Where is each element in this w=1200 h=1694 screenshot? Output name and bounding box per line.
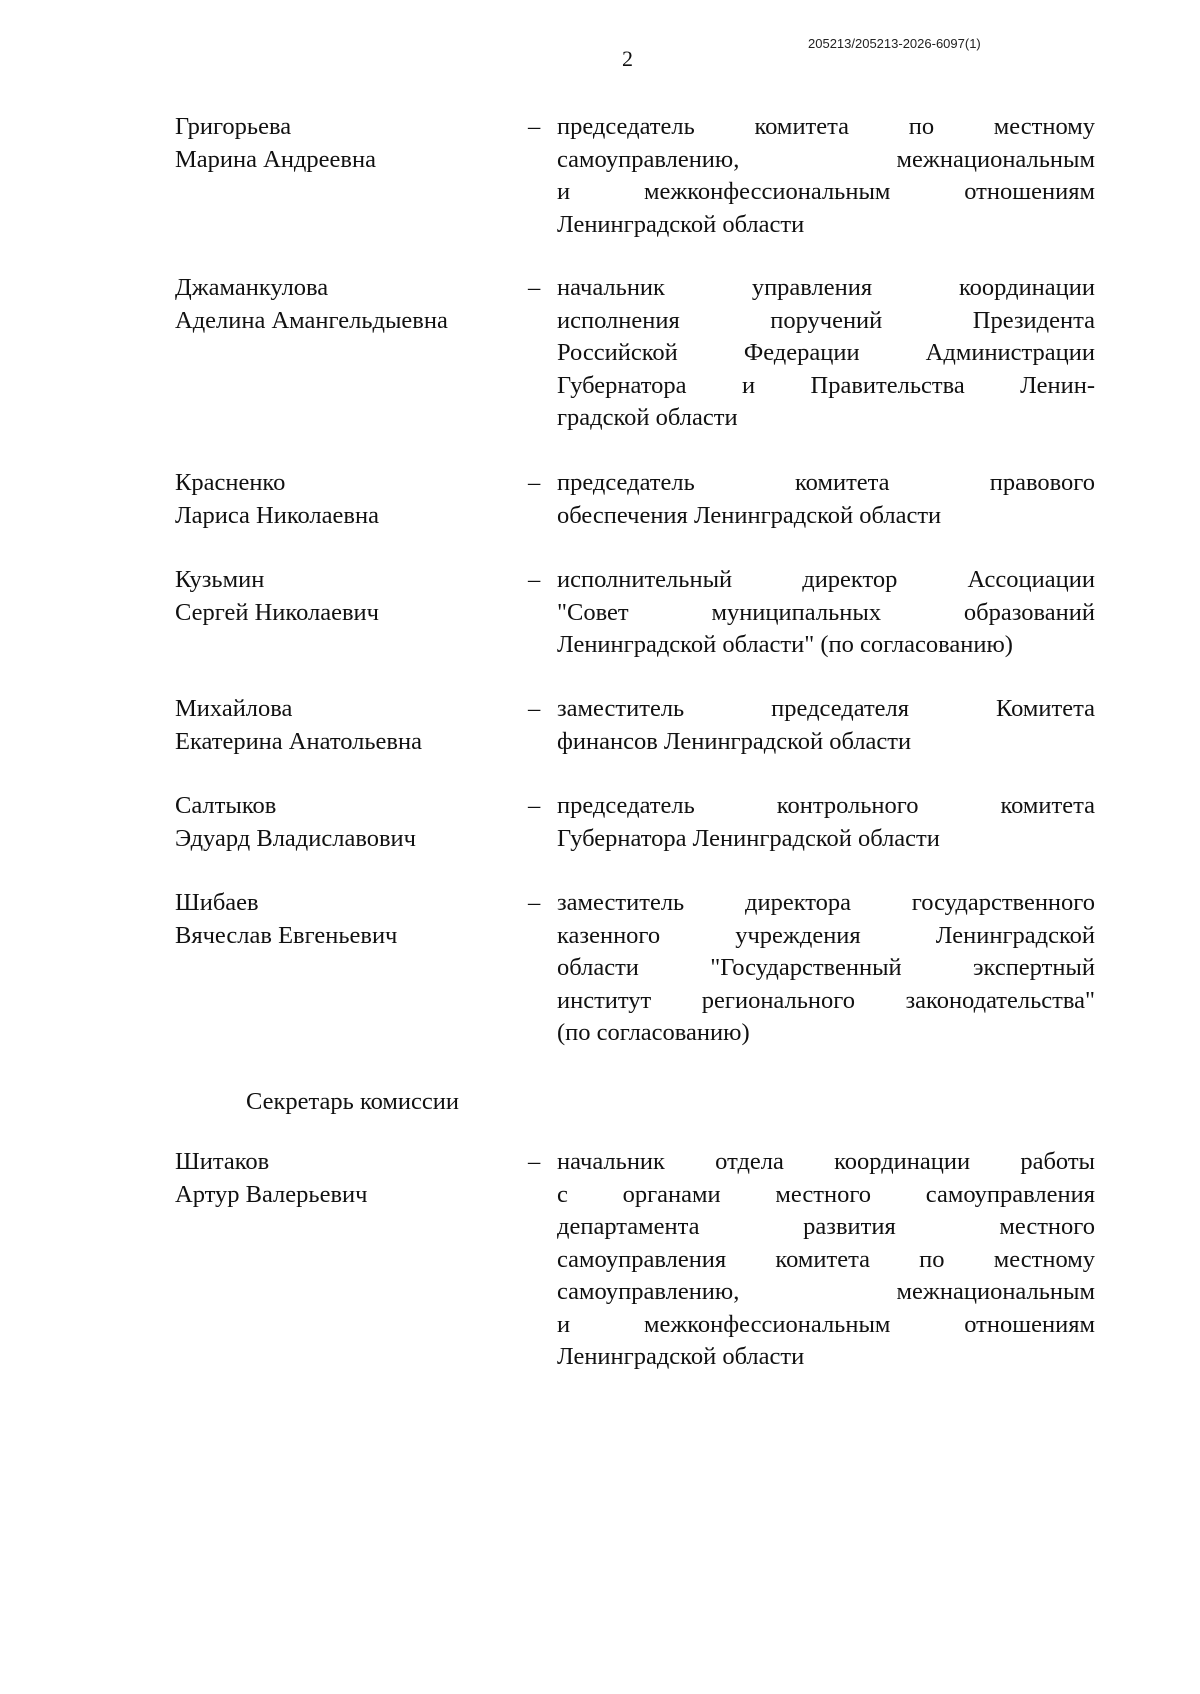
position-line: Ленинградской области bbox=[557, 210, 805, 238]
member-surname: Кузьмин bbox=[175, 566, 265, 593]
position-line: департамента развития местного bbox=[557, 1213, 1095, 1240]
dash-separator: – bbox=[528, 792, 541, 819]
position-line: "Совет муниципальных образований bbox=[557, 598, 1095, 626]
position-line: председатель комитета по местному bbox=[557, 113, 1095, 140]
member-name bbox=[175, 693, 515, 758]
member-name bbox=[175, 887, 515, 952]
position-line: Ленинградской области" (по согласованию) bbox=[557, 631, 1013, 658]
position-line: заместитель директора государственного bbox=[557, 889, 1095, 916]
dash-separator: – bbox=[528, 113, 541, 140]
position-line: финансов Ленинградской области bbox=[557, 727, 912, 755]
position-line: Губернатора Ленинградской области bbox=[557, 824, 940, 852]
document-id-stamp: 205213/205213-2026-6097(1) bbox=[808, 36, 981, 51]
position-line: и межконфессиональным отношениям bbox=[557, 1310, 1095, 1338]
dash-separator: – bbox=[528, 889, 541, 916]
member-name bbox=[175, 467, 515, 532]
position-line: самоуправлению, межнациональным bbox=[557, 145, 1095, 173]
position-line: институт регионального законодательства" bbox=[557, 986, 1095, 1014]
member-position bbox=[557, 467, 1095, 532]
position-line: исполнения поручений Президента bbox=[557, 306, 1095, 334]
dash-separator: – bbox=[528, 695, 541, 722]
position-line: (по согласованию) bbox=[557, 1019, 750, 1046]
member-name bbox=[175, 272, 515, 337]
member-name bbox=[175, 790, 515, 855]
position-line: самоуправления комитета по местному bbox=[557, 1245, 1095, 1273]
dash-separator: – bbox=[528, 469, 541, 496]
member-position bbox=[557, 272, 1095, 435]
position-line: с органами местного самоуправления bbox=[557, 1180, 1095, 1208]
position-line: начальник отдела координации работы bbox=[557, 1148, 1095, 1175]
position-line: исполнительный директор Ассоциации bbox=[557, 566, 1095, 593]
member-surname: Красненко bbox=[175, 469, 286, 496]
position-line: и межконфессиональным отношениям bbox=[557, 178, 1095, 205]
member-given-name: Аделина Амангельдыевна bbox=[175, 306, 448, 334]
member-surname: Салтыков bbox=[175, 792, 277, 819]
member-given-name: Артур Валерьевич bbox=[175, 1180, 368, 1208]
position-line: градской области bbox=[557, 404, 738, 431]
position-line: Губернатора и Правительства Ленин- bbox=[557, 371, 1095, 399]
member-position bbox=[557, 887, 1095, 1050]
member-name bbox=[175, 564, 515, 629]
member-given-name: Лариса Николаевна bbox=[175, 501, 379, 529]
member-given-name: Вячеслав Евгеньевич bbox=[175, 921, 398, 949]
position-line: Ленинградской области bbox=[557, 1343, 805, 1370]
member-name bbox=[175, 111, 515, 176]
member-surname: Михайлова bbox=[175, 695, 293, 722]
position-line: председатель контрольного комитета bbox=[557, 792, 1095, 819]
position-line: Российской Федерации Администрации bbox=[557, 339, 1095, 366]
dash-separator: – bbox=[528, 274, 541, 301]
member-given-name: Екатерина Анатольевна bbox=[175, 727, 422, 755]
secretary-section-title: Секретарь комиссии bbox=[246, 1088, 459, 1115]
member-surname: Шибаев bbox=[175, 889, 259, 916]
member-position bbox=[557, 111, 1095, 241]
position-line: заместитель председателя Комитета bbox=[557, 695, 1095, 722]
member-surname: Джаманкулова bbox=[175, 274, 329, 301]
member-given-name: Марина Андреевна bbox=[175, 145, 376, 173]
position-line: самоуправлению, межнациональным bbox=[557, 1278, 1095, 1305]
position-line: председатель комитета правового bbox=[557, 469, 1095, 496]
dash-separator: – bbox=[528, 1148, 541, 1175]
member-given-name: Сергей Николаевич bbox=[175, 598, 379, 626]
member-surname: Шитаков bbox=[175, 1148, 270, 1175]
member-position bbox=[557, 693, 1095, 758]
member-given-name: Эдуард Владиславович bbox=[175, 824, 416, 852]
member-name bbox=[175, 1146, 515, 1211]
member-surname: Григорьева bbox=[175, 113, 292, 140]
position-line: обеспечения Ленинградской области bbox=[557, 501, 942, 529]
page-number: 2 bbox=[622, 46, 633, 71]
member-position bbox=[557, 564, 1095, 662]
member-position bbox=[557, 790, 1095, 855]
position-line: начальник управления координации bbox=[557, 274, 1095, 301]
position-line: казенного учреждения Ленинградской bbox=[557, 921, 1095, 949]
member-position bbox=[557, 1146, 1095, 1374]
position-line: области "Государственный экспертный bbox=[557, 954, 1095, 981]
dash-separator: – bbox=[528, 566, 541, 593]
